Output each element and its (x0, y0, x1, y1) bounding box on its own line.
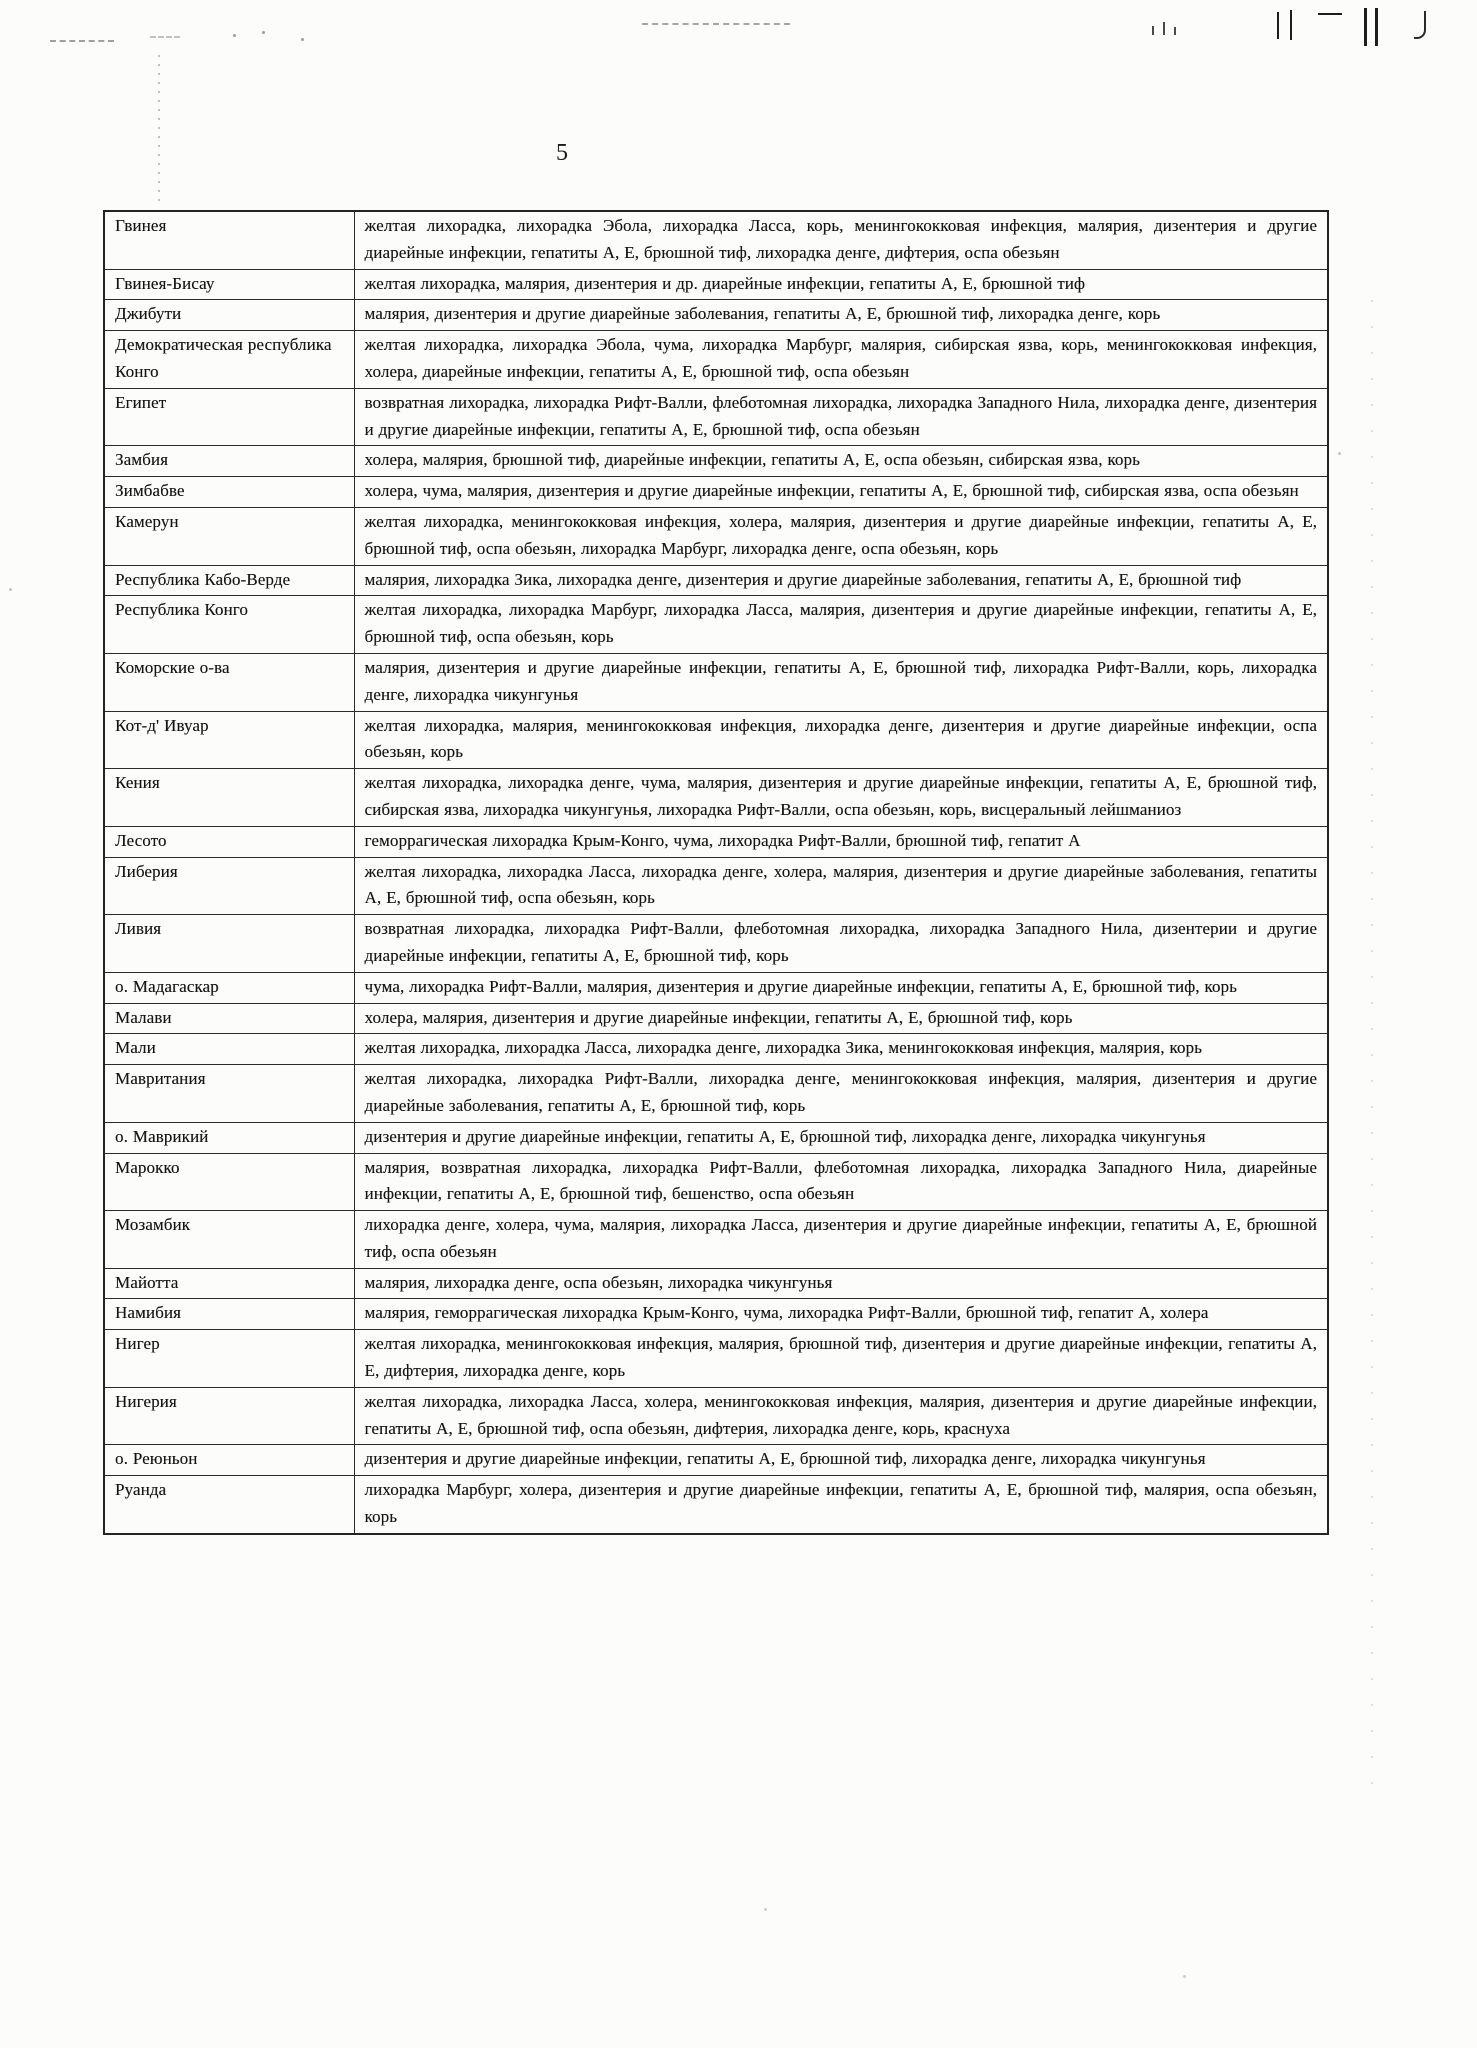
scan-artifact-dot (764, 1908, 767, 1911)
scan-artifact-bar (1277, 12, 1279, 39)
country-cell: Республика Кабо-Верде (104, 565, 354, 596)
scan-artifact-bar (1290, 10, 1292, 40)
diseases-cell: желтая лихорадка, лихорадка Ласса, лихорадка денге, лихорадка Зика, менингококковая инфекция, малярия, корь (354, 1034, 1328, 1065)
table-row (104, 1268, 1328, 1299)
country-cell: Ливия (104, 915, 354, 973)
scan-artifact-dash-line-center (642, 23, 790, 25)
diseases-cell: желтая лихорадка, лихорадка Ласса, лихорадка денге, холера, малярия, дизентерия и другие диарейные заболевания, гепатиты А, Е, брюшной тиф, оспа обезьян, корь (354, 857, 1328, 915)
country-cell: Замбия (104, 446, 354, 477)
table-row (104, 269, 1328, 300)
diseases-cell: лихорадка Марбург, холера, дизентерия и другие диарейные инфекции, гепатиты А, Е, брюшной тиф, малярия, оспа обезьян, корь (354, 1476, 1328, 1534)
scan-artifact-dot (1338, 452, 1341, 455)
diseases-cell: лихорадка денге, холера, чума, малярия, лихорадка Ласса, дизентерия и другие диарейные инфекции, гепатиты А, Е, брюшной тиф, оспа обезьян (354, 1211, 1328, 1269)
country-cell: Малави (104, 1003, 354, 1034)
table-row (104, 1122, 1328, 1153)
table-row (104, 826, 1328, 857)
diseases-cell: желтая лихорадка, малярия, менингококковая инфекция, лихорадка денге, дизентерия и другие диарейные инфекции, оспа обезьян, корь (354, 711, 1328, 769)
country-cell: Мали (104, 1034, 354, 1065)
country-cell: Либерия (104, 857, 354, 915)
table-row (104, 915, 1328, 973)
table-row (104, 1476, 1328, 1534)
diseases-cell: холера, чума, малярия, дизентерия и другие диарейные инфекции, гепатиты А, Е, брюшной тиф, сибирская язва, оспа обезьян (354, 477, 1328, 508)
diseases-cell: чума, лихорадка Рифт-Валли, малярия, дизентерия и другие диарейные инфекции, гепатиты А, Е, брюшной тиф, корь (354, 972, 1328, 1003)
scan-artifact-dash (1318, 13, 1342, 15)
diseases-cell: возвратная лихорадка, лихорадка Рифт-Валли, флеботомная лихорадка, лихорадка Западного Нила, дизентерии и другие диарейные инфекции, гепатиты А, Е, брюшной тиф, корь (354, 915, 1328, 973)
table-row (104, 1153, 1328, 1211)
table-row (104, 446, 1328, 477)
country-cell: Гвинея (104, 211, 354, 269)
scan-artifact-dashes-top-left (50, 40, 114, 42)
country-cell: Мозамбик (104, 1211, 354, 1269)
table-row (104, 857, 1328, 915)
country-cell: о. Маврикий (104, 1122, 354, 1153)
country-disease-table (103, 210, 1329, 1535)
table-row (104, 1211, 1328, 1269)
scan-artifact-dotted-fold-line (158, 55, 160, 205)
diseases-cell: возвратная лихорадка, лихорадка Рифт-Валли, флеботомная лихорадка, лихорадка Западного Нила, лихорадка денге, дизентерия и другие диарейные инфекции, гепатиты А, Е, брюшной тиф, оспа обезьян (354, 388, 1328, 446)
diseases-cell: малярия, возвратная лихорадка, лихорадка Рифт-Валли, флеботомная лихорадка, лихорадка Западного Нила, диарейные инфекции, гепатиты А, Е, брюшной тиф, бешенство, оспа обезьян (354, 1153, 1328, 1211)
diseases-cell: геморрагическая лихорадка Крым-Конго, чума, лихорадка Рифт-Валли, брюшной тиф, гепатит А (354, 826, 1328, 857)
table-row (104, 711, 1328, 769)
table-row (104, 1034, 1328, 1065)
country-cell: Камерун (104, 507, 354, 565)
diseases-cell: желтая лихорадка, лихорадка Ласса, холера, менингококковая инфекция, малярия, дизентерия и другие диарейные инфекции, гепатиты А, Е, брюшной тиф, оспа обезьян, дифтерия, лихорадка денге, корь, краснуха (354, 1387, 1328, 1445)
scan-artifact-dot (9, 588, 12, 591)
page-number: 5 (556, 140, 568, 166)
diseases-cell: дизентерия и другие диарейные инфекции, гепатиты А, Е, брюшной тиф, лихорадка денге, лихорадка чикунгунья (354, 1445, 1328, 1476)
table-row (104, 1003, 1328, 1034)
scan-artifact-dot (233, 34, 236, 37)
scan-artifact-double-bar (1364, 8, 1367, 46)
scan-artifact-dot (262, 31, 265, 34)
country-cell: Мавритания (104, 1065, 354, 1123)
diseases-cell: желтая лихорадка, лихорадка денге, чума, малярия, дизентерия и другие диарейные инфекции, гепатиты А, Е, брюшной тиф, сибирская язва, лихорадка чикунгунья, лихорадка Рифт-Валли, оспа обезьян, корь, висцеральный лейшманиоз (354, 769, 1328, 827)
table-row (104, 388, 1328, 446)
diseases-cell: желтая лихорадка, лихорадка Рифт-Валли, лихорадка денге, менингококковая инфекция, малярия, дизентерия и другие диарейные заболевания, гепатиты А, Е, брюшной тиф, корь (354, 1065, 1328, 1123)
scan-artifact-tick (1174, 27, 1176, 35)
country-cell: Египет (104, 388, 354, 446)
country-cell: Майотта (104, 1268, 354, 1299)
country-cell: Демократическая республика Конго (104, 331, 354, 389)
table-row (104, 1387, 1328, 1445)
table-row (104, 331, 1328, 389)
table-row (104, 300, 1328, 331)
scan-artifact-dot (301, 38, 304, 41)
diseases-cell: малярия, дизентерия и другие диарейные заболевания, гепатиты А, Е, брюшной тиф, лихорадка денге, корь (354, 300, 1328, 331)
scan-artifact-hook (1414, 11, 1426, 39)
table-row (104, 972, 1328, 1003)
table-row (104, 653, 1328, 711)
table-row (104, 211, 1328, 269)
diseases-cell: малярия, лихорадка денге, оспа обезьян, лихорадка чикунгунья (354, 1268, 1328, 1299)
country-cell: Гвинея-Бисау (104, 269, 354, 300)
table-row (104, 565, 1328, 596)
scan-artifact-dashes-top-left-2 (150, 36, 180, 38)
table-row (104, 596, 1328, 654)
diseases-cell: малярия, дизентерия и другие диарейные инфекции, гепатиты А, Е, брюшной тиф, лихорадка Рифт-Валли, корь, лихорадка денге, лихорадка чикунгунья (354, 653, 1328, 711)
country-cell: Кот-д' Ивуар (104, 711, 354, 769)
diseases-cell: желтая лихорадка, менингококковая инфекция, холера, малярия, дизентерия и другие диарейные инфекции, гепатиты А, Е, брюшной тиф, оспа обезьян, лихорадка Марбург, лихорадка денге, оспа обезьян, корь (354, 507, 1328, 565)
country-cell: Коморские о-ва (104, 653, 354, 711)
country-cell: Руанда (104, 1476, 354, 1534)
diseases-cell: малярия, лихорадка Зика, лихорадка денге, дизентерия и другие диарейные заболевания, гепатиты А, Е, брюшной тиф (354, 565, 1328, 596)
country-cell: о. Мадагаскар (104, 972, 354, 1003)
country-disease-table-body (104, 211, 1328, 1534)
scan-artifact-speckle-column (1371, 300, 1373, 1800)
country-cell: Зимбабве (104, 477, 354, 508)
diseases-cell: малярия, геморрагическая лихорадка Крым-Конго, чума, лихорадка Рифт-Валли, брюшной тиф, гепатит А, холера (354, 1299, 1328, 1330)
country-cell: Джибути (104, 300, 354, 331)
table-row (104, 1299, 1328, 1330)
country-cell: Нигер (104, 1330, 354, 1388)
diseases-cell: желтая лихорадка, малярия, дизентерия и др. диарейные инфекции, гепатиты А, Е, брюшной тиф (354, 269, 1328, 300)
country-cell: Марокко (104, 1153, 354, 1211)
table-row (104, 477, 1328, 508)
diseases-cell: желтая лихорадка, лихорадка Эбола, лихорадка Ласса, корь, менингококковая инфекция, малярия, дизентерия и другие диарейные инфекции, гепатиты А, Е, брюшной тиф, лихорадка денге, дифтерия, оспа обезьян (354, 211, 1328, 269)
table-row (104, 507, 1328, 565)
table-row (104, 769, 1328, 827)
diseases-cell: желтая лихорадка, менингококковая инфекция, малярия, брюшной тиф, дизентерия и другие диарейные инфекции, гепатиты А, Е, дифтерия, лихорадка денге, корь (354, 1330, 1328, 1388)
scan-artifact-double-bar (1375, 8, 1378, 46)
scan-artifact-tick (1152, 26, 1154, 35)
table-row (104, 1445, 1328, 1476)
diseases-cell: дизентерия и другие диарейные инфекции, гепатиты А, Е, брюшной тиф, лихорадка денге, лихорадка чикунгунья (354, 1122, 1328, 1153)
diseases-cell: желтая лихорадка, лихорадка Марбург, лихорадка Ласса, малярия, дизентерия и другие диарейные инфекции, гепатиты А, Е, брюшной тиф, оспа обезьян, корь (354, 596, 1328, 654)
scan-artifact-dot (1183, 1975, 1186, 1978)
country-cell: Нигерия (104, 1387, 354, 1445)
country-cell: Намибия (104, 1299, 354, 1330)
table-row (104, 1330, 1328, 1388)
table-row (104, 1065, 1328, 1123)
diseases-cell: холера, малярия, брюшной тиф, диарейные инфекции, гепатиты А, Е, оспа обезьян, сибирская язва, корь (354, 446, 1328, 477)
country-cell: Лесото (104, 826, 354, 857)
country-cell: Кения (104, 769, 354, 827)
diseases-cell: желтая лихорадка, лихорадка Эбола, чума, лихорадка Марбург, малярия, сибирская язва, корь, менингококковая инфекция, холера, диарейные инфекции, гепатиты А, Е, брюшной тиф, оспа обезьян (354, 331, 1328, 389)
country-cell: Республика Конго (104, 596, 354, 654)
diseases-cell: холера, малярия, дизентерия и другие диарейные инфекции, гепатиты А, Е, брюшной тиф, корь (354, 1003, 1328, 1034)
country-cell: о. Реюньон (104, 1445, 354, 1476)
scan-artifact-tick (1163, 22, 1165, 35)
